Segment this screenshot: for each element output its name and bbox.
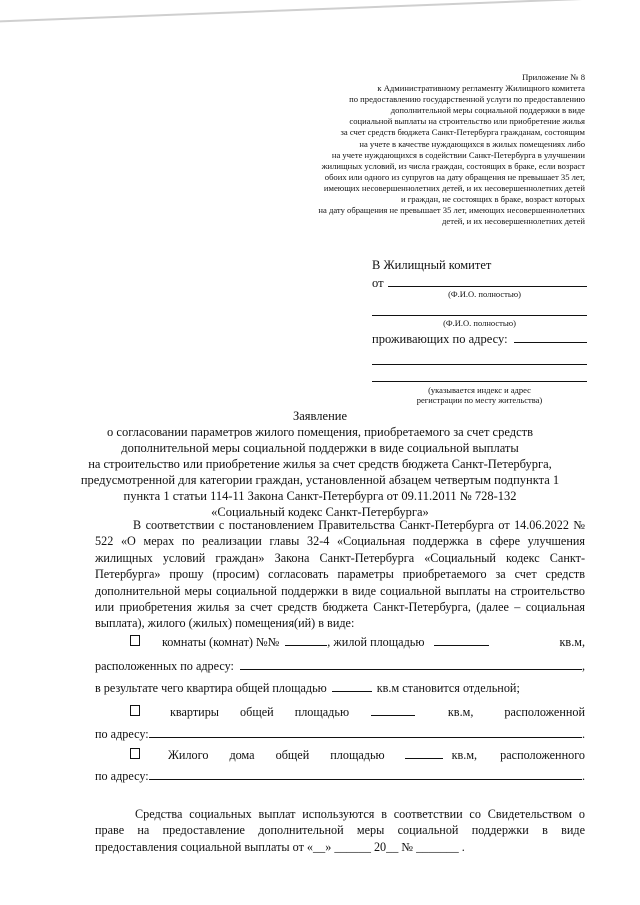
title-heading: Заявление [292,409,347,423]
scan-artifact-line [0,0,640,23]
title-line: пункта 1 статьи 114-11 Закона Санкт-Петербурга от 09.11.2011 № 728-132 [123,489,517,503]
opt1-area-label: , жилой площадью [327,635,425,649]
apartment-address-field[interactable] [149,725,582,738]
address-hint: (указывается индекс и адрес [428,385,531,395]
appendix-line: жилищных условий, из числа граждан, состоящих в браке, если возраст [321,160,585,171]
address-field-3[interactable] [372,365,587,382]
house-address-field[interactable] [149,767,582,780]
rooms-address-field[interactable] [240,657,582,670]
opt1-label: комнаты (комнат) №№ [162,635,280,649]
opt3-address-label: по адресу: [95,769,149,783]
fio-field-2[interactable] [372,309,587,316]
title-line: «Социальный кодекс Санкт-Петербурга» [211,505,429,519]
certificate-text: Средства социальных выплат используются в соответствии со Свидетельством о праве на предоставление дополнительной меры социальной поддержки в виде предоставления социальной выплаты от «__» ______ 20__ № _______ . [95,807,585,854]
title-line: о согласовании параметров жилого помещения, приобретаемого за счет средств [107,425,533,439]
apartment-area-field[interactable] [371,703,415,716]
main-paragraph [95,517,585,632]
house-area-field[interactable] [405,746,443,759]
title-line: предусмотренной для категории граждан, установленной абзацем четвертым подпункта 1 [80,473,560,487]
address-hint: регистрации по месту жительства) [416,395,543,405]
apartment-total-area-field[interactable] [332,679,372,692]
opt2-label: квартиры общей площадью [170,705,350,719]
opt1-result-label: в результате чего квартира общей площадью [95,681,327,695]
opt1-unit: кв.м, [559,635,585,649]
appendix-line: социальной выплаты на строительство или приобретение жилья [349,116,585,127]
appendix-line: и граждан, не состоящих в браке, возраст которых [400,194,585,205]
rooms-checkbox[interactable] [130,635,140,646]
addressee-from-label: от [372,276,384,290]
opt1-result-tail: кв.м становится отдельной; [376,681,520,695]
appendix-line: по предоставлению государственной услуги по предоставлению [349,94,585,105]
opt1-comma: , [581,659,585,673]
title-line: дополнительной меры социальной поддержки в виде социальной выплаты [121,441,519,455]
document-title [60,408,580,520]
appendix-line: на дату обращения не превышает 35 лет, имеющих несовершеннолетних [318,205,585,216]
address-field-2[interactable] [372,348,587,365]
appendix-line: на учете в качестве нуждающихся в жилых помещениях либо [359,138,585,149]
opt3-label: Жилого дома общей площадью [168,748,385,762]
appendix-line: обоих или одного из супругов на дату обращения не превышает 35 лет, [324,171,585,182]
main-paragraph-text: В соответствии с постановлением Правительства Санкт-Петербурга от 14.06.2022 № 522 «О мерах по реализации главы 32-4 «Социальная поддержка в сфере улучшения жилищных условий граждан» Закона Санкт-Петербурга «Социальный кодекс Санкт-Петербурга» прошу (просим) согласовать параметры приобретаемого за счет средств дополнительной меры социальной поддержки в виде социальной выплаты на строительство или приобретения жилья за счет средств бюджета Санкт-Петербурга, (далее – социальная выплата), жилого (жилых) помещения(ий) в виде: [95,518,585,631]
apartment-checkbox[interactable] [130,705,140,716]
living-area-field[interactable] [434,633,489,646]
addressee-block [372,258,587,405]
appendix-header [255,72,585,227]
room-numbers-field[interactable] [285,633,327,646]
addressee-to: В Жилищный комитет [372,258,492,272]
opt3-dot: . [581,769,585,783]
residing-label: проживающих по адресу: [372,332,508,346]
address-field[interactable] [514,330,587,343]
opt2-address-label: по адресу: [95,727,149,741]
opt1-address-label: расположенных по адресу: [95,659,234,673]
appendix-line: на учете нуждающихся в содействии Санкт-Петербурга в улучшении [331,149,585,160]
appendix-line: за счет средств бюджета Санкт-Петербурга гражданам, состоящим [340,127,585,138]
fio-field[interactable] [388,274,587,287]
opt2-tail: кв.м, расположенной [447,705,585,719]
appendix-line: к Административному регламенту Жилищного комитета [377,83,585,94]
fio-hint-2: (Ф.И.О. полностью) [443,318,516,328]
opt2-dot: . [581,727,585,741]
house-checkbox[interactable] [130,748,140,759]
appendix-line: имеющих несовершеннолетних детей, и их несовершеннолетних детей [323,182,585,193]
title-line: на строительство или приобретение жилья за счет средств бюджета Санкт-Петербурга, [88,457,552,471]
appendix-line: дополнительной меры социальной поддержки в виде [390,105,585,116]
appendix-line: Приложение № 8 [522,72,585,82]
fio-hint: (Ф.И.О. полностью) [448,289,521,299]
appendix-line: детей, и их несовершеннолетних детей [442,216,585,227]
opt3-tail: кв.м, расположенного [451,748,585,762]
certificate-paragraph [95,806,585,855]
